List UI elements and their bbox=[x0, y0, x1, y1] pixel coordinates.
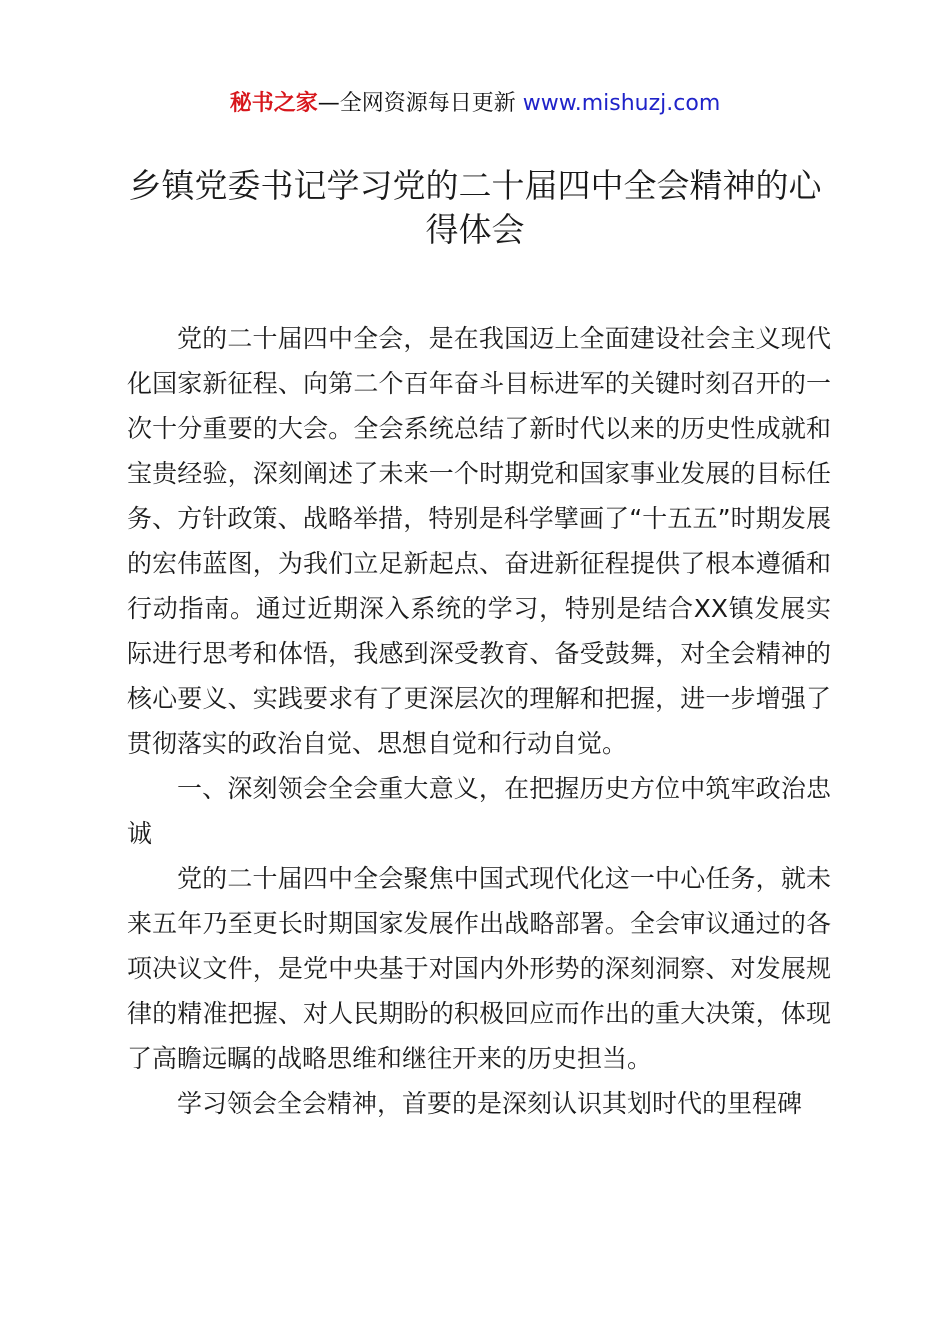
document-title: 乡镇党委书记学习党的二十届四中全会精神的心得体会 bbox=[128, 166, 822, 249]
site-header bbox=[0, 88, 950, 120]
document-body bbox=[127, 316, 831, 1126]
site-tagline: —全网资源每日更新 bbox=[317, 91, 523, 116]
section-heading-1: 一、深刻领会全会重大意义，在把握历史方位中筑牢政治忠诚 bbox=[127, 774, 831, 848]
intro-paragraph: 党的二十届四中全会，是在我国迈上全面建设社会主义现代化国家新征程、向第二个百年奋斗目标进军的关键时刻召开的一次十分重要的大会。全会系统总结了新时代以来的历史性成就和宝贵经验，深刻阐述了未来一个时期党和国家事业发展的目标任务、方针政策、战略举措，特别是科学擘画了“十五五”时期发展的宏伟蓝图，为我们立足新起点、奋进新征程提供了根本遵循和行动指南。通过近期深入系统的学习，特别是结合XX镇发展实际进行思考和体悟，我感到深受教育、备受鼓舞，对全会精神的核心要义、实践要求有了更深层次的理解和把握，进一步增强了贯彻落实的政治自觉、思想自觉和行动自觉。 bbox=[127, 324, 831, 758]
body-paragraph: 党的二十届四中全会聚焦中国式现代化这一中心任务，就未来五年乃至更长时期国家发展作出战略部署。全会审议通过的各项决议文件，是党中央基于对国内外形势的深刻洞察、对发展规律的精准把握、对人民期盼的积极回应而作出的重大决策，体现了高瞻远瞩的战略思维和继往开来的历史担当。 bbox=[127, 864, 831, 1073]
site-url-link[interactable]: www.mishuzj.com bbox=[522, 91, 721, 116]
body-paragraph: 学习领会全会精神，首要的是深刻认识其划时代的里程碑 bbox=[177, 1089, 803, 1118]
site-name: 秘书之家 bbox=[229, 91, 318, 116]
